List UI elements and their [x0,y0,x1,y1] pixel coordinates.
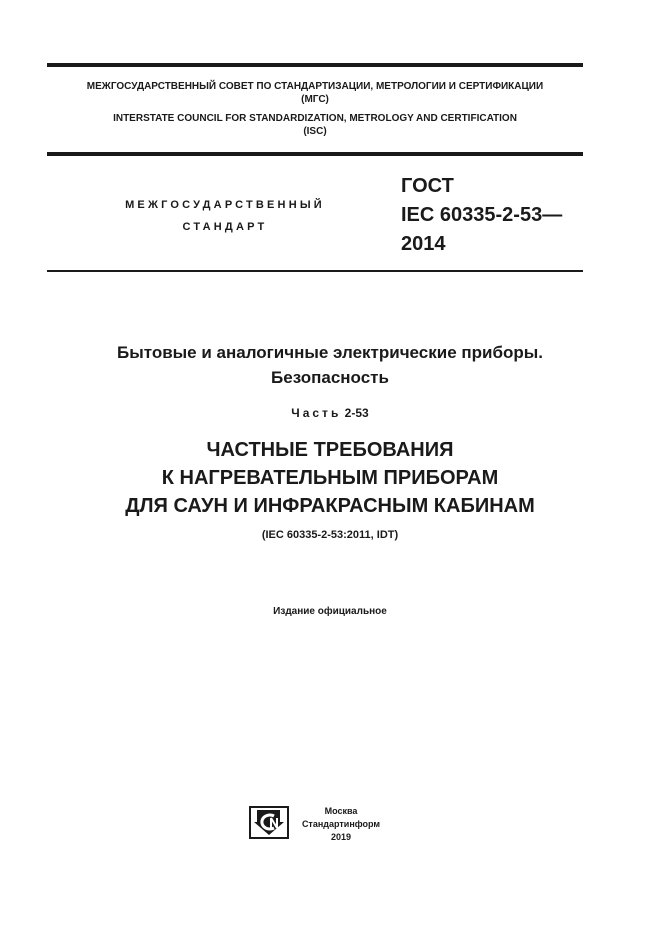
document-title [30,340,630,390]
middle-rule [47,152,583,156]
idt-reference: (IEC 60335-2-53:2011, IDT) [261,529,399,541]
edition-note: Издание официальное [273,606,387,617]
council-ru-line2: (МГС) [301,94,329,105]
standard-kind-line2: СТАНДАРТ [182,221,268,233]
publisher-name: Стандартинформ [301,819,381,829]
council-ru [47,80,583,106]
part-number: 2-53 [344,406,369,420]
title-line1: Бытовые и аналогичные электрические приборы. [116,343,543,362]
subtitle-line3: ДЛЯ САУН И ИНФРАКРАСНЫМ КАБИНАМ [125,495,535,517]
publisher-block [288,805,394,844]
subtitle-line1: ЧАСТНЫЕ ТРЕБОВАНИЯ [206,439,454,461]
document-subtitle [30,436,630,520]
subtitle-line2: К НАГРЕВАТЕЛЬНЫМ ПРИБОРАМ [161,467,499,489]
publisher-city: Москва [324,806,358,816]
top-rule [47,63,583,67]
standard-kind [100,194,350,238]
standartinform-logo-icon [249,806,289,839]
part-designation [30,404,630,422]
publisher-year: 2019 [330,832,352,842]
standard-kind-line1: МЕЖГОСУДАРСТВЕННЫЙ [125,199,325,211]
gost-designation [401,172,562,259]
gost-line2: IEC 60335-2-53— [401,204,563,226]
gost-line1: ГОСТ [401,175,454,197]
title-line2: Безопасность [271,368,389,387]
council-en-line2: (ISC) [303,126,327,137]
gost-line3: 2014 [401,233,446,255]
council-en [47,112,583,138]
part-label: Часть [291,406,342,420]
thin-rule [47,270,583,272]
council-en-line1: INTERSTATE COUNCIL FOR STANDARDIZATION, METROLOGY AND CERTIFICATION [113,113,517,124]
council-ru-line1: МЕЖГОСУДАРСТВЕННЫЙ СОВЕТ ПО СТАНДАРТИЗАЦИИ, МЕТРОЛОГИИ И СЕРТИФИКАЦИИ [86,81,544,92]
